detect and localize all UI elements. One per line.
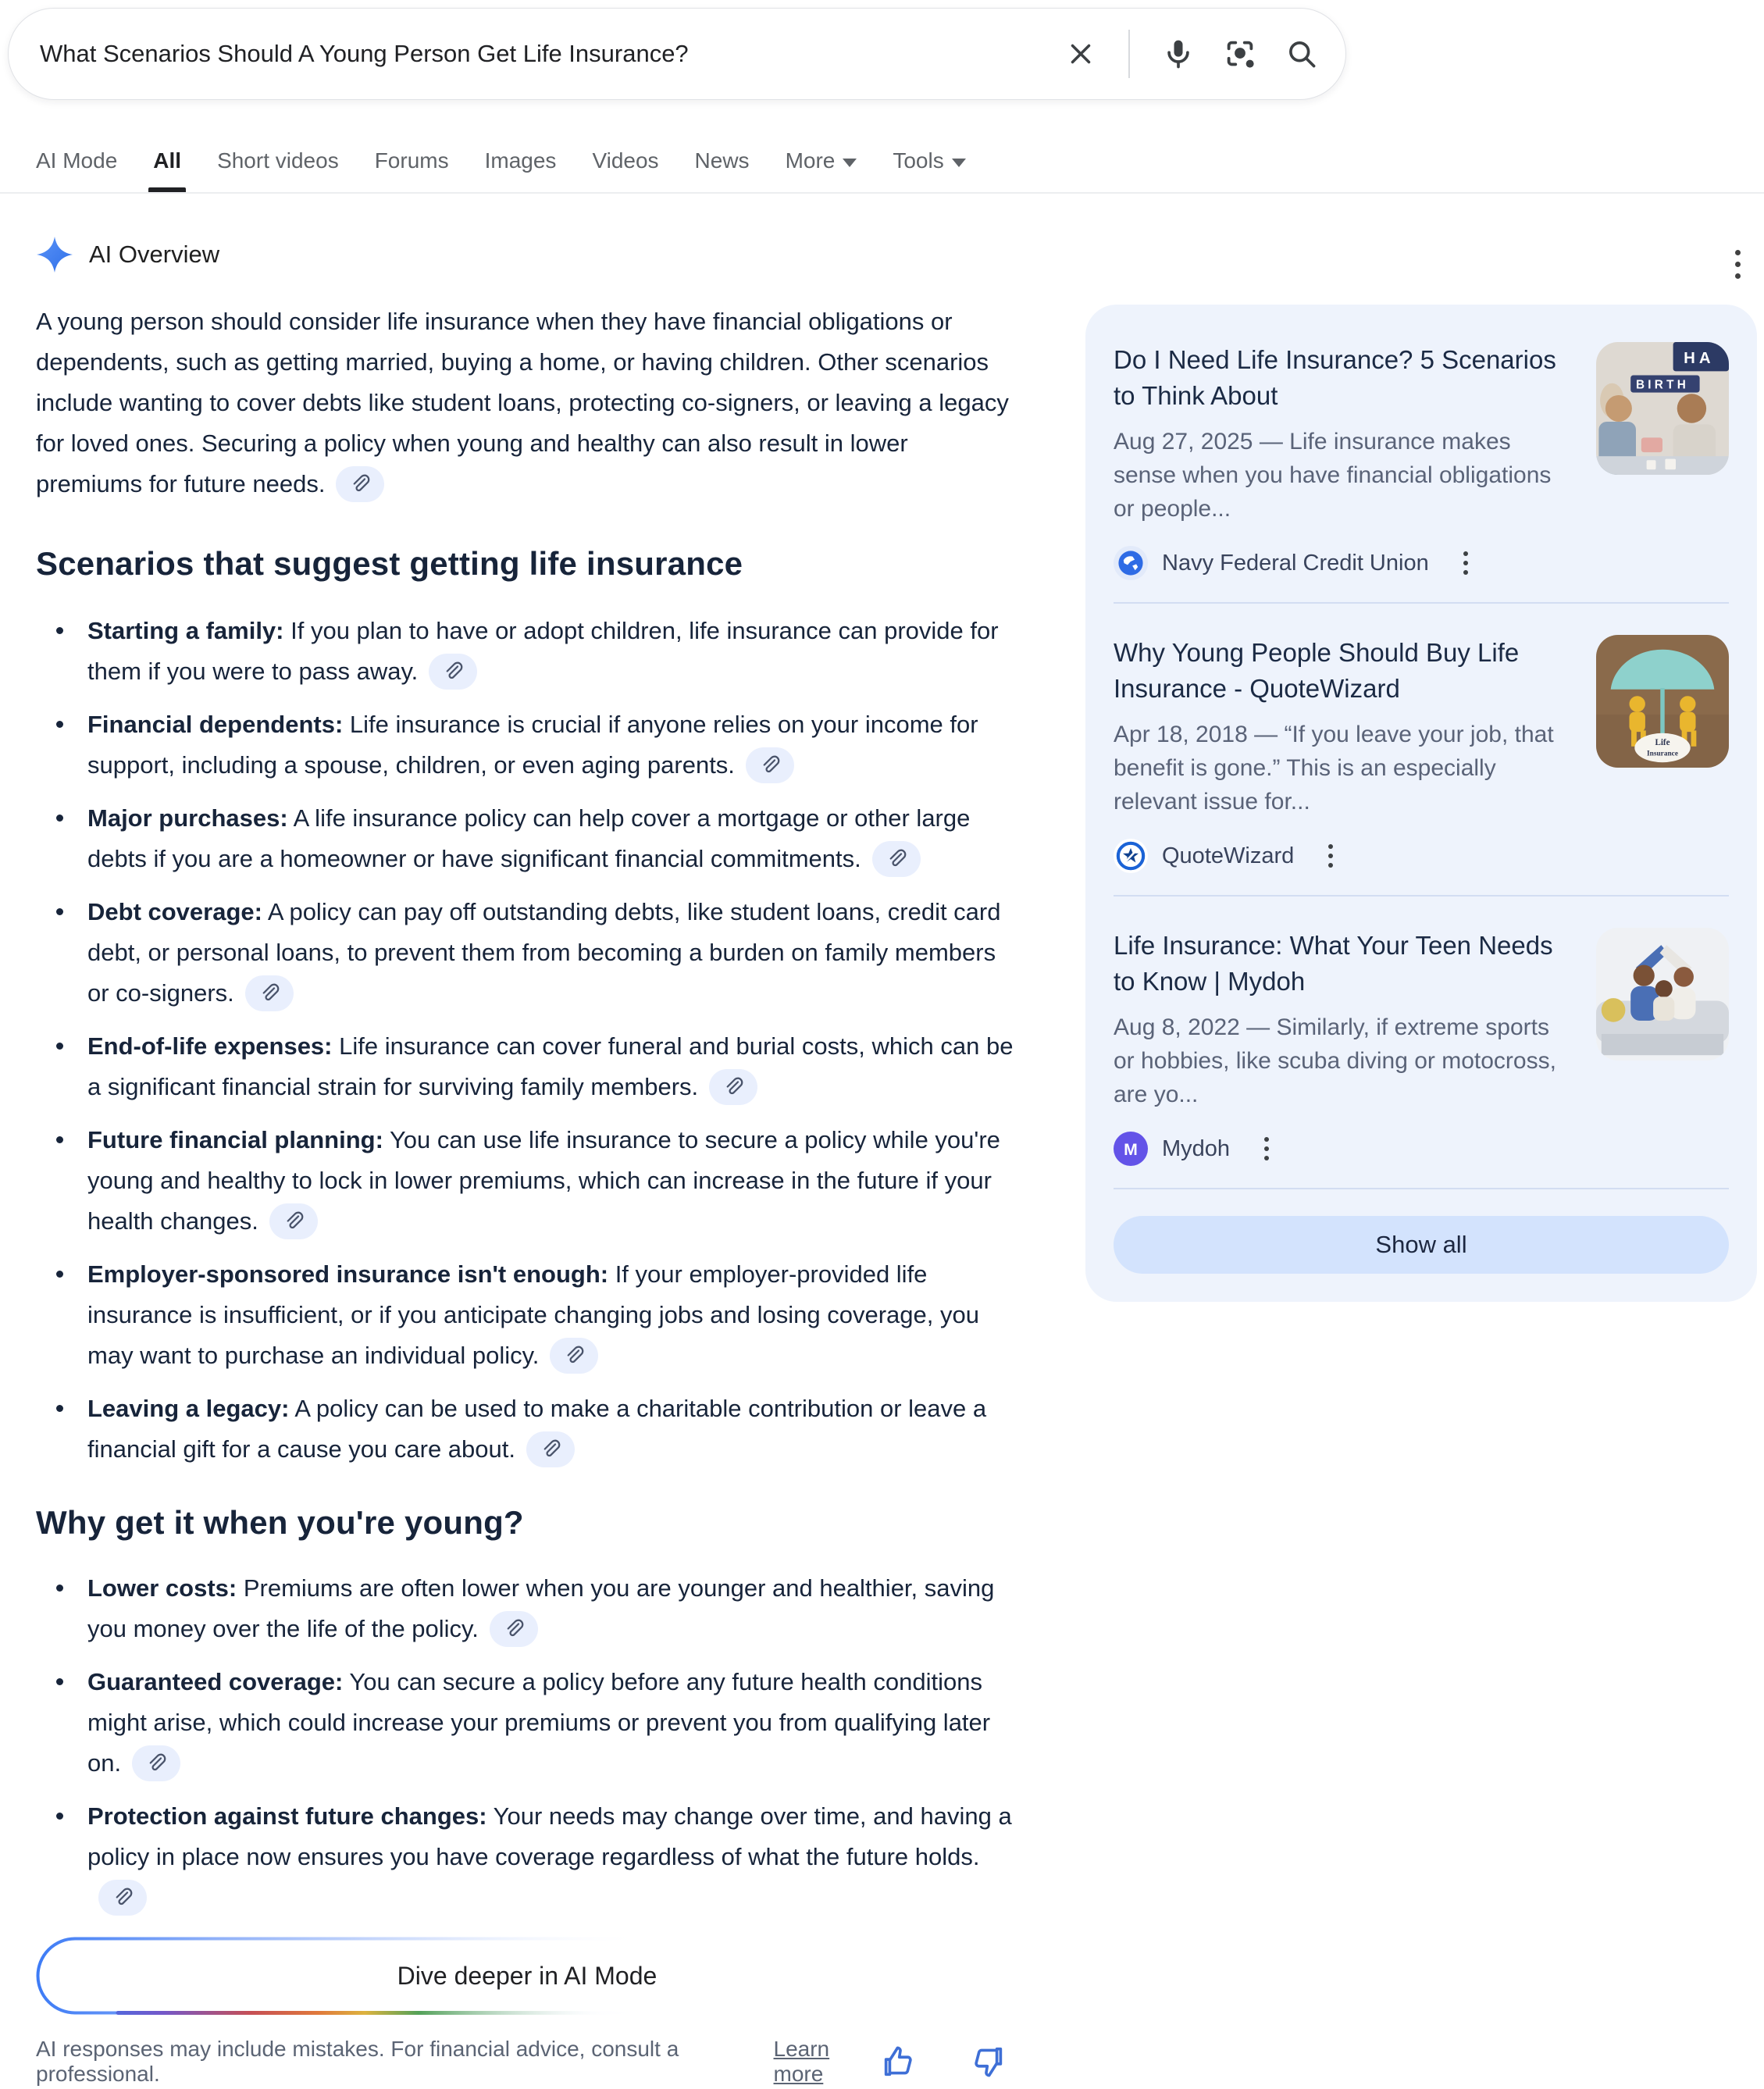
source-card[interactable] [1114,311,1729,602]
globe-favicon-icon [1114,546,1148,580]
tab-videos[interactable]: Videos [592,148,659,173]
card-snippet: Aug 27, 2025 — Life insurance makes sense when you have financial obligations or people... [1114,429,1552,522]
related-sources-panel [1085,305,1757,1302]
svg-text:Insurance: Insurance [1647,750,1678,758]
tabs-divider-line [0,192,1764,194]
card-title[interactable]: Life Insurance: What Your Teen Needs to Know | Mydoh [1114,931,1553,996]
bullet-text: You can secure a policy before any future health conditions might arise, which could increase your premiums or prevent you from qualifying later on. [87,1668,991,1777]
bullet-term: Lower costs: [87,1574,237,1602]
source-link-chip[interactable] [872,841,921,877]
tab-tools-label: Tools [893,148,944,173]
card-text [1114,928,1596,1166]
ai-overview-intro [36,301,1018,504]
intro-text: A young person should consider life insurance when they have financial obligations or dependents, such as getting married, buying a home, or having children. Other scenarios include wanting to cover debts like student loans, protecting co-signers, or leaving a legacy for loved ones. Securing a policy when young and healthy can also result in lower premiums for future needs. [36,308,1009,497]
card-snippet: Aug 8, 2022 — Similarly, if extreme sports or hobbies, like scuba diving or motocross, are yo... [1114,1014,1556,1107]
show-all-button[interactable]: Show all [1114,1216,1729,1274]
list-item [36,611,1018,692]
tab-images[interactable]: Images [484,148,557,173]
bullet-term: Leaving a legacy: [87,1395,290,1422]
source-card[interactable] [1114,897,1729,1188]
bullet-text: If you plan to have or adopt children, life insurance can provide for them if you were to pass away. [87,617,999,685]
result-thumbnail [1596,928,1729,1061]
tab-ai-mode[interactable]: AI Mode [36,148,118,173]
source-card[interactable] [1114,604,1729,895]
source-name: Navy Federal Credit Union [1162,550,1429,576]
list-item [36,1254,1018,1376]
dive-deeper-button[interactable] [36,1937,1018,2015]
bullet-term: End-of-life expenses: [87,1032,333,1060]
search-input[interactable]: What Scenarios Should A Young Person Get Life Insurance? [40,40,689,67]
bullet-text: A life insurance policy can help cover a mortgage or other large debts if you are a homeowner or have significant financial commitments. [87,804,971,872]
lens-camera-icon[interactable] [1222,36,1258,72]
source-link-chip[interactable] [245,975,294,1011]
card-title[interactable]: Do I Need Life Insurance? 5 Scenarios to Think About [1114,345,1556,410]
result-filter-tabs [36,145,966,176]
tab-short-videos[interactable]: Short videos [217,148,339,173]
microphone-icon[interactable] [1161,37,1196,71]
ai-overview-label: AI Overview [89,241,220,268]
result-thumbnail [1596,342,1729,475]
source-link-chip[interactable] [490,1611,538,1647]
bullet-term: Starting a family: [87,617,284,644]
bullet-text: A policy can pay off outstanding debts, like student loans, credit card debt, or personal loans, to prevent them from becoming a burden on family members or co-signers. [87,898,1001,1007]
list-item [36,1026,1018,1107]
bullet-term: Guaranteed coverage: [87,1668,344,1695]
source-link-chip[interactable] [269,1203,318,1239]
list-item [36,1389,1018,1470]
card-source-row [1114,546,1570,580]
section-heading: Why get it when you're young? [36,1504,524,1541]
ai-overview-footer [36,2037,1018,2087]
quotewizard-favicon-icon [1114,839,1148,873]
card-divider [1114,1188,1729,1189]
search-bar[interactable] [8,8,1346,100]
chevron-down-icon [952,159,966,167]
source-link-chip[interactable] [98,1880,147,1916]
thumbs-up-icon[interactable] [879,2044,915,2080]
source-name: Mydoh [1162,1135,1231,1161]
list-item [36,1568,1018,1649]
bullet-term: Debt coverage: [87,898,262,925]
kebab-menu-icon[interactable] [1732,247,1744,282]
ai-overview-header [36,234,1018,275]
search-bar-icons [1064,30,1319,78]
ai-sparkle-icon [36,236,73,273]
bullet-term: Protection against future changes: [87,1802,487,1830]
chevron-down-icon [843,159,857,167]
search-icon[interactable] [1285,37,1319,71]
bullet-text: Life insurance is crucial if anyone relies on your income for support, including a spouse, children, or even aging parents. [87,711,978,779]
bullet-term: Financial dependents: [87,711,344,738]
svg-text:H A: H A [1684,350,1711,368]
tab-news[interactable]: News [694,148,750,173]
source-link-chip[interactable] [709,1069,757,1105]
list-item [36,798,1018,879]
source-link-chip[interactable] [132,1745,180,1781]
card-snippet: Apr 18, 2018 — “If you leave your job, that benefit is gone.” This is an especially relevant issue for... [1114,722,1554,815]
source-link-chip[interactable] [550,1338,598,1374]
source-link-chip[interactable] [336,466,384,502]
learn-more-link[interactable]: Learn more [773,2037,830,2086]
source-name: QuoteWizard [1162,843,1295,868]
tab-more[interactable] [786,148,857,173]
feedback-buttons [879,2044,1007,2080]
bullet-text: Life insurance can cover funeral and burial costs, which can be a significant financial strain for surviving family members. [87,1032,1014,1100]
list-item [36,1120,1018,1242]
bullet-text: Premiums are often lower when you are younger and healthier, saving you money over the life of the policy. [87,1574,995,1642]
section-heading: Scenarios that suggest getting life insurance [36,545,743,582]
bullet-term: Major purchases: [87,804,288,832]
tab-tools[interactable] [893,148,965,173]
svg-text:M: M [1124,1139,1138,1159]
result-thumbnail [1596,635,1729,768]
disclaimer-text: AI responses may include mistakes. For financial advice, consult a professional. [36,2037,679,2086]
kebab-menu-icon[interactable] [1460,548,1471,578]
list-item [36,1796,1018,1918]
source-link-chip[interactable] [429,654,477,690]
tab-more-label: More [785,148,836,173]
bullet-term: Employer-sponsored insurance isn't enough: [87,1260,609,1288]
bullet-text: Your needs may change over time, and having a policy in place now ensures you have coverage regardless of what the future holds. [87,1802,1012,1870]
bullet-text: If your employer-provided life insurance is insufficient, or if you anticipate changing jobs and losing coverage, you may want to purchase an individual policy. [87,1260,979,1369]
source-link-chip[interactable] [526,1431,575,1467]
source-link-chip[interactable] [746,747,794,783]
svg-text:Life: Life [1655,738,1670,748]
search-bar-divider [1128,30,1130,78]
card-text [1114,342,1596,580]
dive-deeper-label: Dive deeper in AI Mode [397,1961,657,1990]
tab-forums[interactable]: Forums [374,148,449,173]
young-benefits-list [36,1568,1018,1918]
card-text [1114,635,1596,873]
bullet-term: Future financial planning: [87,1126,383,1153]
svg-text:B I R T H: B I R T H [1636,378,1686,392]
kebab-menu-icon[interactable] [1261,1134,1272,1164]
scenario-list [36,611,1018,1470]
card-source-row [1114,1132,1570,1166]
list-item [36,704,1018,786]
ai-overview-panel [36,234,1018,2087]
bullet-text: You can use life insurance to secure a policy while you're young and healthy to lock in lower premiums, which can increase in the future if your health changes. [87,1126,1000,1235]
clear-icon[interactable] [1064,37,1097,70]
mydoh-favicon-icon [1114,1132,1148,1166]
bullet-text: A policy can be used to make a charitable contribution or leave a financial gift for a cause you care about. [87,1395,987,1463]
list-item [36,892,1018,1014]
card-title[interactable]: Why Young People Should Buy Life Insurance - QuoteWizard [1114,638,1520,703]
tab-all[interactable]: All [153,148,182,173]
kebab-menu-icon[interactable] [1325,841,1336,871]
list-item [36,1662,1018,1784]
card-source-row [1114,839,1570,873]
thumbs-down-icon[interactable] [971,2044,1007,2080]
